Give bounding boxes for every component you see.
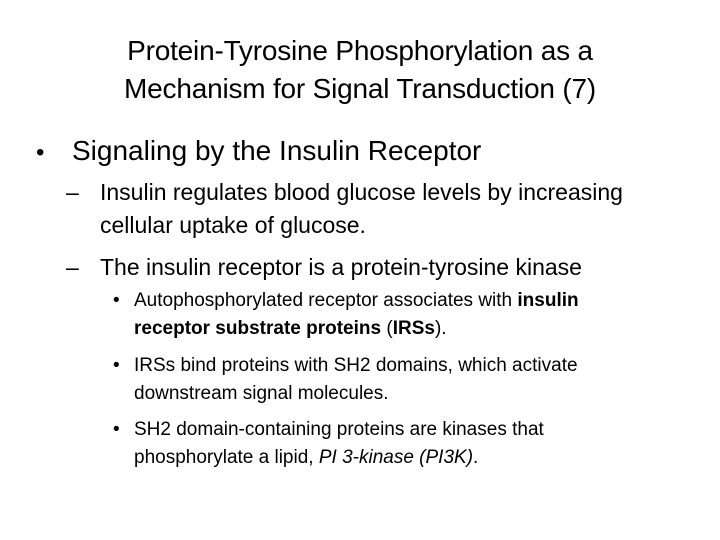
bullet-level2-item	[66, 176, 686, 242]
bullet-level3-text: Autophosphorylated receptor associates with	[134, 290, 518, 311]
bullet-icon: •	[113, 419, 120, 440]
bullet-level2-text-cont: cellular uptake of glucose.	[100, 212, 366, 238]
bullet-level2-item	[66, 251, 686, 284]
title-line-1: Protein-Tyrosine Phosphorylation as a	[127, 35, 593, 66]
bullet-level1	[36, 132, 481, 172]
bullet-level1-text: Signaling by the Insulin Receptor	[72, 135, 482, 166]
bullet-icon: •	[113, 355, 120, 376]
dash-icon: –	[66, 254, 79, 280]
bold-term: receptor substrate proteins	[134, 318, 382, 339]
bold-term: IRSs	[392, 318, 435, 339]
bullet-icon: •	[36, 139, 45, 166]
bullet-level3-text: SH2 domain-containing proteins are kinases that	[134, 419, 544, 440]
bullet-level3-text-cont: phosphorylate a lipid,	[134, 447, 319, 468]
title-line-2: Mechanism for Signal Transduction (7)	[124, 73, 596, 104]
bullet-level3-text: IRSs bind proteins with SH2 domains, which activate	[134, 355, 578, 376]
bullet-level3-item: • SH2 domain-containing proteins are kinases that phosphorylate a lipid, PI 3-kinase (PI3K).	[113, 416, 673, 472]
bold-term: insulin	[517, 290, 579, 311]
bullet-level3-text-cont: downstream signal molecules.	[134, 383, 389, 404]
bullet-level3-item: • Autophosphorylated receptor associates with insulin receptor substrate proteins (IRSs).	[113, 287, 673, 343]
bullet-level3-item	[113, 352, 673, 408]
slide-title	[40, 32, 680, 108]
italic-term: PI 3-kinase (PI3K)	[318, 447, 474, 468]
bullet-level2-text: The insulin receptor is a protein-tyrosine kinase	[100, 254, 582, 280]
bullet-level2-text: Insulin regulates blood glucose levels by increasing	[100, 179, 623, 205]
bullet-icon: •	[113, 290, 120, 311]
dash-icon: –	[66, 179, 79, 205]
